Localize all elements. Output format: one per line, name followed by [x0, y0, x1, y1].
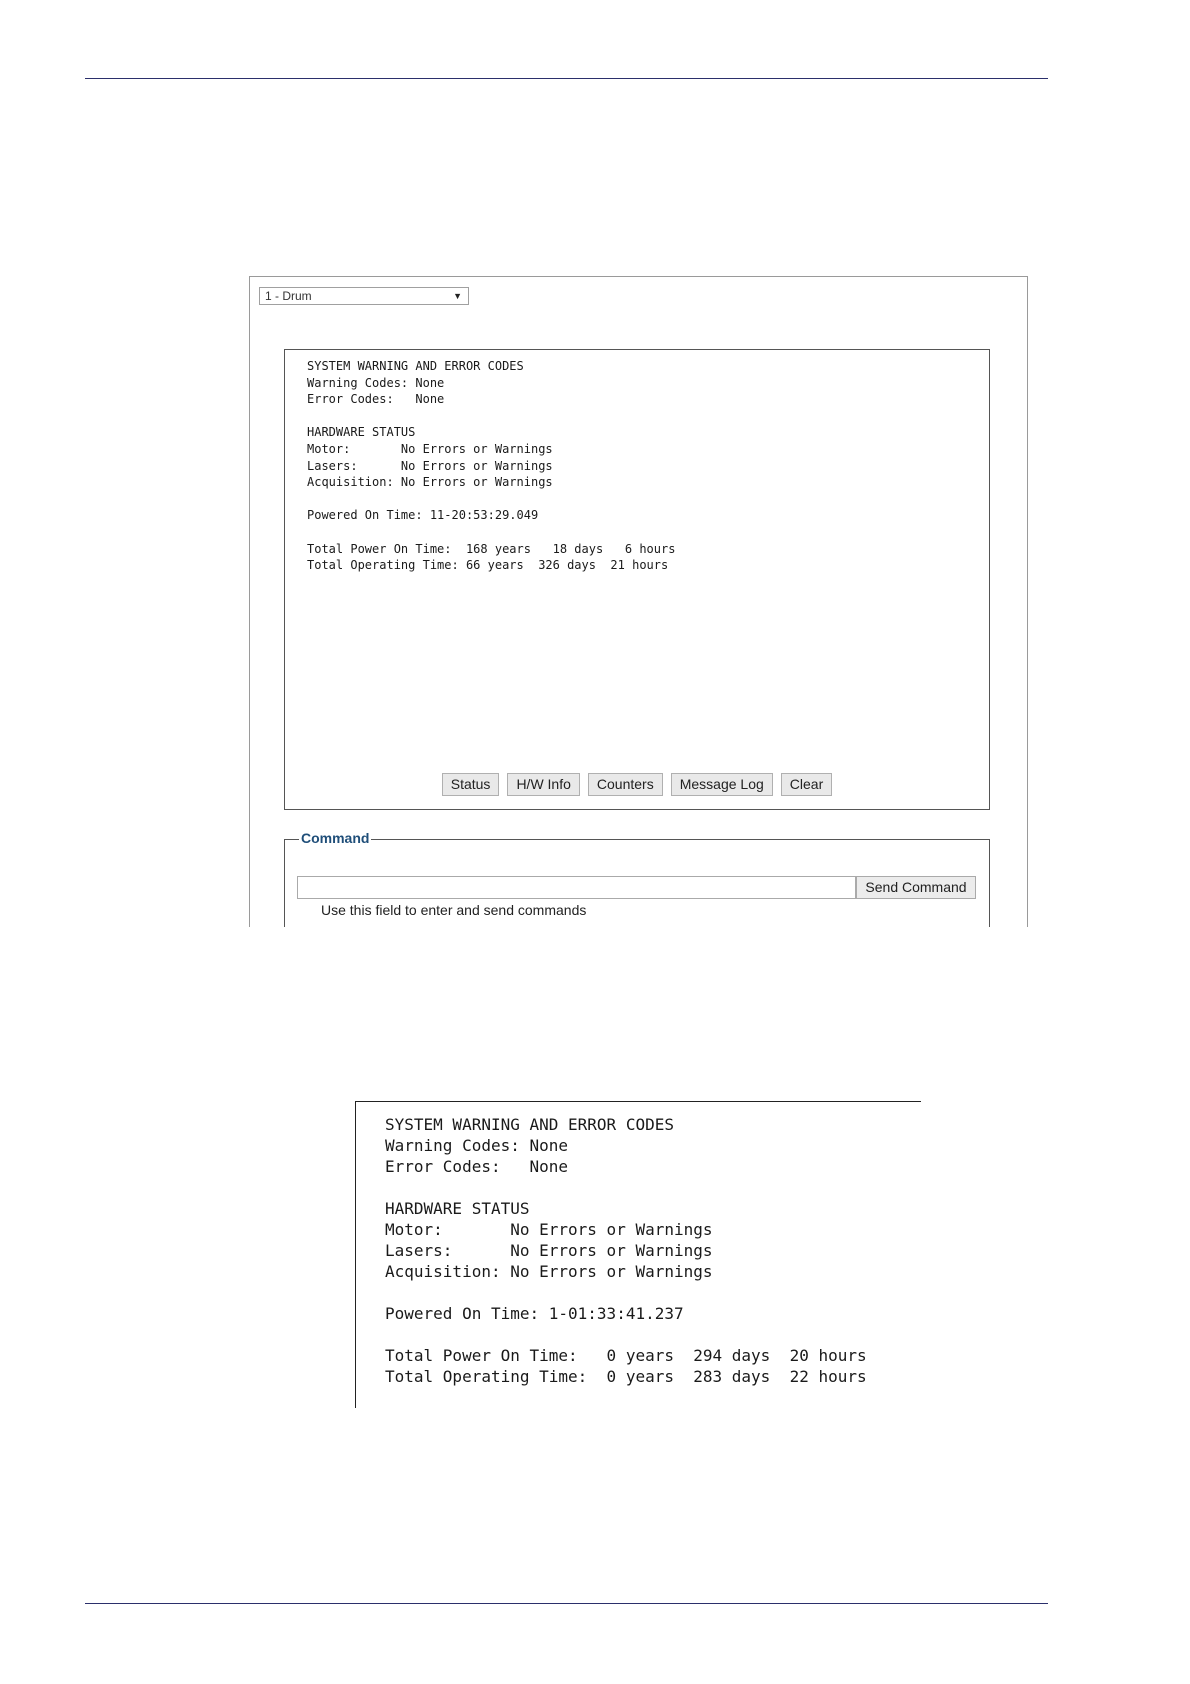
- status-output-text: SYSTEM WARNING AND ERROR CODES Warning Codes: None Error Codes: None HARDWARE STATUS Motor: No Errors or Warnings Lasers: No Errors or Warnings Acquisition: No Errors or Warnings Powered On Time: 11-20:53:29.049 Total Power On Time: 168 years 18 days 6 hours Total Operating Time: 66 years 326 days 21 hours: [307, 359, 676, 573]
- command-legend: Command: [301, 830, 370, 846]
- diagnostics-screenshot: [249, 276, 1028, 927]
- device-select-value: 1 - Drum: [265, 289, 312, 303]
- diagnostics-button-row: [285, 773, 989, 796]
- status-output-zoomed-text: SYSTEM WARNING AND ERROR CODES Warning Codes: None Error Codes: None HARDWARE STATUS Motor: No Errors or Warnings Lasers: No Errors or Warnings Acquisition: No Errors or Warnings Powered On Time: 1-01:33:41.237 Total Power On Time: 0 years 294 days 20 hours Total Operating Time: 0 years 283 days 22 hours: [385, 1115, 867, 1386]
- header-rule: [85, 78, 1048, 79]
- footer-rule: [85, 1603, 1048, 1604]
- counters-button[interactable]: Counters: [588, 773, 663, 796]
- status-output-zoomed: [355, 1101, 921, 1408]
- status-button[interactable]: Status: [442, 773, 500, 796]
- send-command-button[interactable]: Send Command: [856, 876, 976, 899]
- command-input[interactable]: [297, 876, 856, 899]
- command-fieldset: [284, 830, 990, 927]
- device-select[interactable]: [259, 287, 469, 305]
- status-output-panel: [284, 349, 990, 810]
- command-hint: Use this field to enter and send commands: [321, 902, 587, 918]
- chevron-down-icon: ▼: [453, 291, 462, 301]
- clear-button[interactable]: Clear: [781, 773, 832, 796]
- hw-info-button[interactable]: H/W Info: [507, 773, 579, 796]
- message-log-button[interactable]: Message Log: [671, 773, 773, 796]
